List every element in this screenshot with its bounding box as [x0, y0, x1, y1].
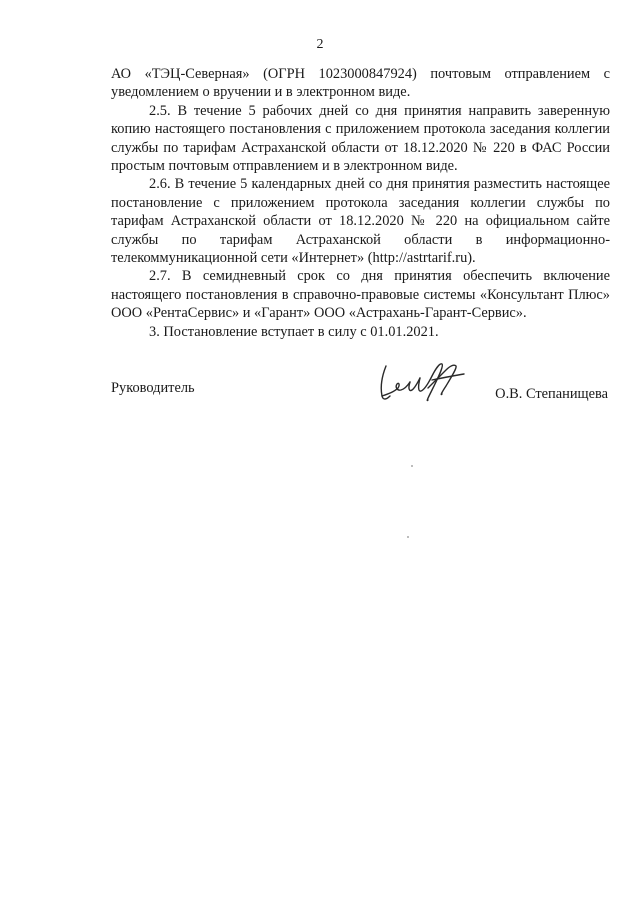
- handwritten-signature: [372, 358, 472, 406]
- continuation-paragraph: АО «ТЭЦ-Северная» (ОГРН 1023000847924) почтовым отправлением с уведомлением о вручении и в электронном виде.: [111, 66, 610, 101]
- signatory-name: О.В. Степанищева: [495, 386, 608, 402]
- clause-3: 3. Постановление вступает в силу с 01.01.2021.: [149, 323, 439, 340]
- scan-speck: [407, 536, 409, 538]
- scan-speck: [411, 465, 413, 467]
- document-body: [111, 65, 610, 341]
- clause-2-5: 2.5. В течение 5 рабочих дней со дня принятия направить заверенную копию настоящего постановления с приложением протокола заседания коллегии службы по тарифам Астраханской области от 18.12.2020 № 220 в ФАС России простым почтовым отправлением и в электронном виде.: [111, 102, 610, 175]
- signatory-title: Руководитель: [111, 380, 195, 396]
- clause-2-6: 2.6. В течение 5 календарных дней со дня принятия разместить настоящее постановление с приложением протокола заседания коллегии службы по тарифам Астраханской области от 18.12.2020 № 220 на официальном сайте службы по тарифам Астраханской области в информационно-телекоммуникационной сети «Интернет» (http://astrtarif.ru).: [111, 176, 610, 267]
- clause-2-7: 2.7. В семидневный срок со дня принятия обеспечить включение настоящего постановления в справочно-правовые системы «Консультант Плюс» ООО «РентаСервис» и «Гарант» ООО «Астрахань-Гарант-Сервис».: [111, 268, 610, 322]
- page-number: 2: [316, 37, 324, 52]
